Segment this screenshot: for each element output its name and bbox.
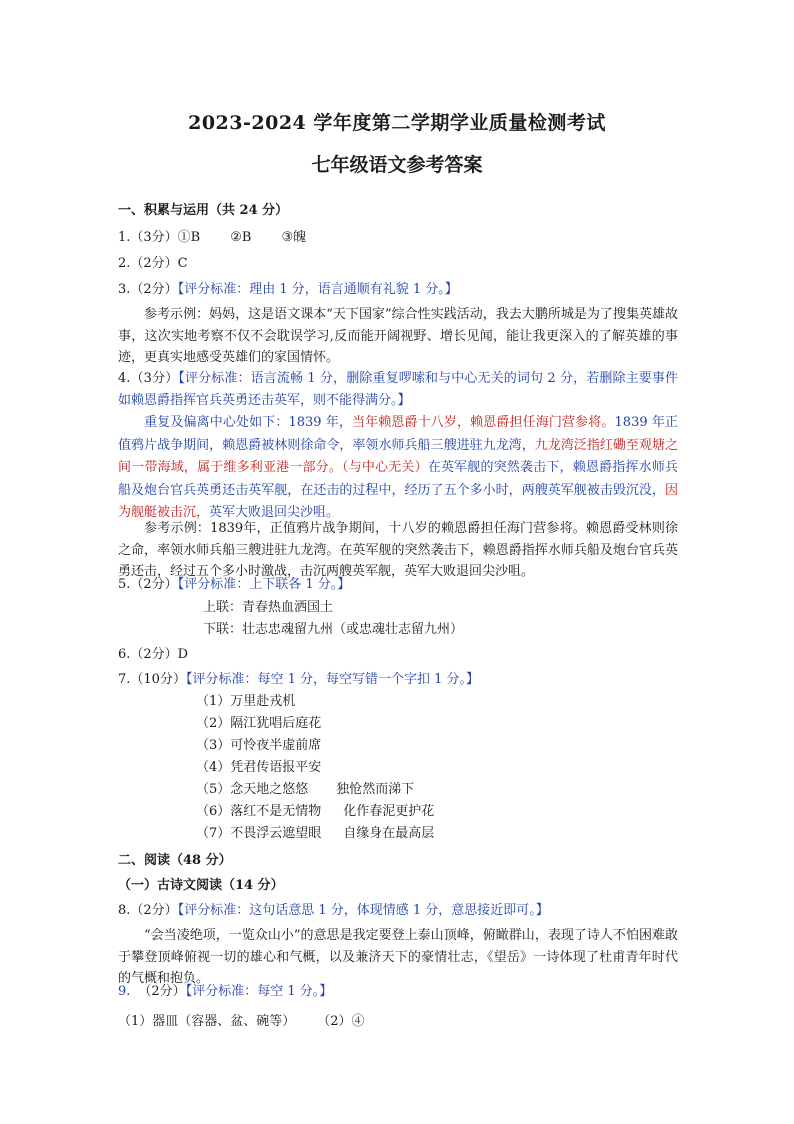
q8-number: 8.（2分） (118, 903, 178, 918)
q5-scoring-standard: 【评分标准：上下联各 1 分。】 (177, 577, 351, 592)
q7-answer (196, 780, 414, 800)
q7-scoring-standard: 【评分标准：每空 1 分，每空写错一个字扣 1 分。】 (185, 672, 480, 687)
q7-number: 7.（10分） (118, 672, 186, 687)
q1-answer-b: ②B (230, 230, 252, 245)
q4-analysis-part: 赖恩爵指挥水师兵船及炮台官兵英勇还击英军舰，在还击的过程中， (118, 460, 678, 498)
q9-answers (118, 1012, 365, 1032)
q9-number: 9. (118, 984, 131, 999)
section-heading-1: 一、积累与运用（共 24 分） (118, 203, 289, 218)
q9-scoring-standard: 【评分标准：每空 1 分。】 (185, 984, 333, 999)
q8-scoring-standard: 【评分标准：这句话意思 1 分，体现情感 1 分，意思接近即可。】 (177, 903, 549, 918)
subsection-heading: （一）古诗文阅读（14 分） (118, 878, 284, 893)
q4-analysis-part: 赖恩爵被林则徐命令，率领水师兵船三艘进驻九龙湾， (222, 437, 535, 453)
q7-answer (196, 802, 434, 822)
q4-analysis-part: 因为舰艇被击沉， (118, 482, 678, 520)
q4-analysis-part: 经历了五个多小时，两 (404, 482, 535, 498)
q4-analysis-part: 1839 年正值鸦片战争期间， (118, 415, 678, 453)
q7-answer-part: （6）落红不是无情物 (196, 804, 322, 819)
q4-number: 4.（3分） (118, 371, 179, 386)
question-1 (118, 228, 306, 248)
q4-reference (118, 518, 678, 583)
page-title: 2023-2024 学年度第二学期学业质量检测考试 (188, 112, 606, 134)
q4-analysis-part: 在英军舰的突然袭击下， (427, 460, 573, 475)
q1-answer-c: ③魄 (281, 230, 307, 245)
q3-number: 3.（2分） (118, 282, 178, 297)
question-6: 6.（2分）D (118, 647, 189, 662)
q7-answer-part: （5）念天地之悠悠 (196, 782, 309, 797)
question-5 (118, 575, 350, 595)
q7-answer: （2）隔江犹唱后庭花 (196, 716, 322, 731)
q9-answer-1: （1）器皿（容器、盆、碗等） (118, 1014, 296, 1029)
q8-reference-text: “会当凌绝项，一览众山小”的意思是我定要登上泰山顶峰，俯瞰群山，表现了诗人不怕困难敢于攀登顶峰俯视一切的雄心和气概，以及兼济天下的豪情壮志，《望岳》一诗体现了杜甫青年时代的气概和抱负。 (118, 928, 678, 986)
q7-answer: （1）万里赴戎机 (196, 694, 296, 709)
question-4 (118, 368, 678, 411)
q4-analysis-part: 当年赖恩爵十八岁，赖恩爵担任海门营参将。 (352, 415, 615, 430)
q3-scoring-standard: 【评分标准：理由 1 分，语言通顺有礼貌 1 分。】 (177, 282, 458, 297)
q4-analysis-part: 重复及偏离中心处如下：1839 年， (144, 415, 353, 430)
q7-answer: （3）可怜夜半虚前席 (196, 738, 322, 753)
q1-answer-a: 1.（3分）①B (118, 230, 201, 245)
q7-answer (196, 824, 434, 844)
q7-answer-part: （7）不畏浮云遮望眼 (196, 826, 322, 841)
q7-answer-part: 自缘身在最高层 (343, 826, 435, 841)
question-7 (118, 670, 479, 690)
section-heading-2: 二、阅读（48 分） (118, 853, 232, 868)
q4-analysis-part: 英军大败退回尖沙咀。 (209, 505, 340, 520)
q3-reference (118, 304, 678, 369)
q5-number: 5.（2分） (118, 577, 178, 592)
question-2: 2.（2分）C (118, 256, 188, 271)
question-3 (118, 280, 458, 300)
q9-points: （2分） (138, 984, 186, 999)
q9-answer-2: （2）④ (317, 1014, 365, 1029)
q5-lower-couplet: 下联：壮志忠魂留九州（或忠魂壮志留九州） (203, 622, 464, 637)
q4-analysis (118, 412, 678, 525)
page-subtitle: 七年级语文参考答案 (311, 154, 483, 176)
q4-analysis-part: 艘英军舰被击毁沉没， (534, 482, 665, 498)
q5-upper-couplet: 上联：青春热血洒国土 (203, 600, 334, 615)
q4-reference-text: 参考示例：1839年，正值鸦片战争期间，十八岁的赖恩爵担任海门营参将。赖恩爵受林则徐之命，率领水师兵船三艘进驻九龙湾。在英军舰的突然袭击下，赖恩爵指挥水师兵船及炮台官兵英勇还击，经过五个多小时激战，击沉两艘英军舰，英军大败退回尖沙咀。 (118, 521, 678, 579)
q7-answer: （4）凭君传语报平安 (196, 760, 322, 775)
question-9 (118, 982, 332, 1002)
q7-answer-part: 化作春泥更护花 (343, 804, 435, 819)
q8-reference (118, 925, 678, 990)
q4-scoring-standard: 【评分标准：语言流畅 1 分，删除重复啰嗦和与中心无关的词句 2 分，若删除主要事件如赖恩爵指挥官兵英勇还击英军，则不能得满分。】 (118, 371, 678, 408)
q3-reference-text: 参考示例：妈妈，这是语文课本“天下国家”综合性实践活动，我去大鹏所城是为了搜集英雄故事，这次实地考察不仅不会耽误学习,反而能开阔视野、增长见闻，能让我更深入的了解英雄的事迹，更真实地感受英雄们的家国情怀。 (118, 307, 678, 365)
q4-analysis-part: 九龙湾泛指红磡至观塘之间一带海域，属于维多利亚港一部分。（与中心无关） (118, 437, 678, 475)
q7-answer-part: 独怆然而涕下 (336, 782, 415, 797)
question-8 (118, 901, 549, 921)
